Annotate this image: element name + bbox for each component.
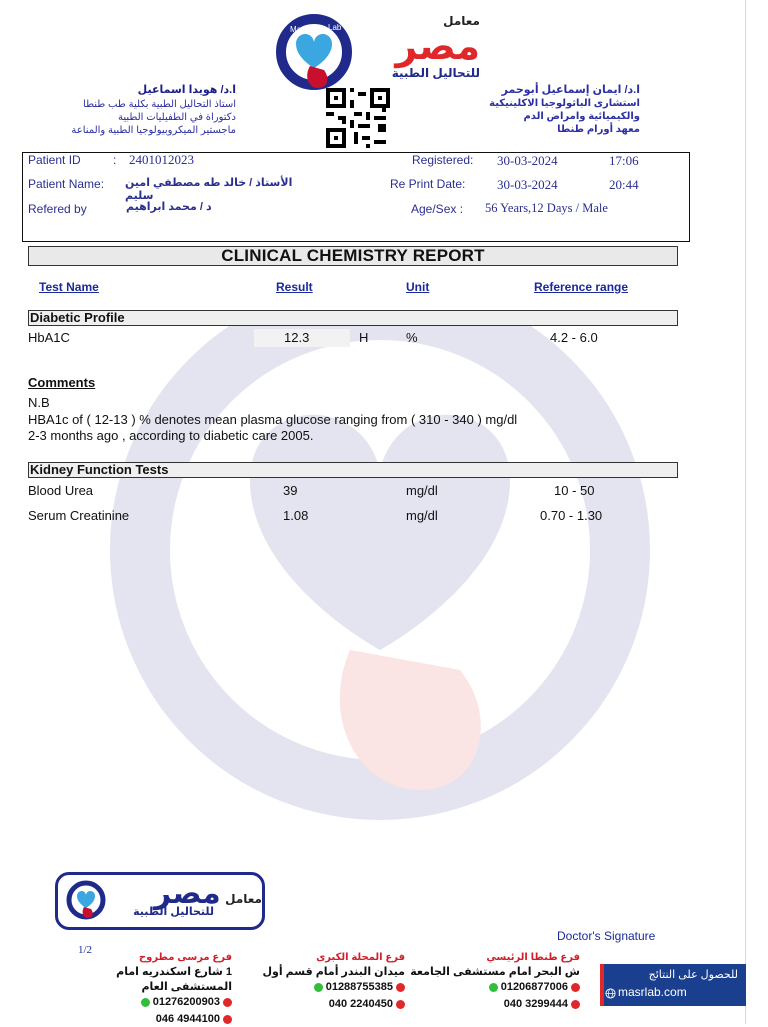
globe-icon (605, 988, 616, 999)
phone-icon (223, 1015, 232, 1024)
phone-icon (571, 1000, 580, 1009)
branch-2-title: فرع المحلة الكبرى (316, 952, 405, 963)
test-creatinine-name: Serum Creatinine (28, 508, 130, 523)
branch-2-address: ميدان البندر أمام قسم أول (262, 966, 405, 978)
doctor-left-name: ا.د/ هويدا اسماعيل (137, 84, 236, 96)
test-hba1c-unit: % (406, 330, 418, 345)
footer-logo-icon (64, 880, 110, 924)
page-number: 1/2 (78, 944, 93, 956)
doctor-right-line-1: استشارى الباثولوجيا الاكلينيكية (489, 98, 640, 109)
test-urea-result: 39 (283, 483, 298, 498)
referred-by-value: د / محمد ابراهيم (126, 201, 212, 213)
age-sex-value: 56 Years,12 Days / Male (485, 201, 608, 215)
branch-tanta-main (400, 950, 580, 1012)
branch-3-title: فرع طنطا الرئيسي (486, 952, 580, 963)
comment-line-2: HBA1c of ( 12-13 ) % denotes mean plasma glucose ranging from ( 310 - 340 ) mg/dl (28, 411, 518, 427)
logo-text-masr: Masr (290, 25, 308, 34)
registered-time: 17:06 (609, 153, 639, 168)
branch-2-phone: 040 2240450 (328, 998, 393, 1010)
col-test-name: Test Name (39, 280, 99, 294)
footer-brand-big: مصر (153, 877, 221, 910)
website-link[interactable]: masrlab.com (618, 985, 687, 999)
comments-title: Comments (28, 375, 96, 390)
doctor-left-line-3: ماجستير الميكروبيولوجيا الطبية والمناعة (71, 125, 236, 136)
section-kidney-function: Kidney Function Tests (28, 462, 678, 478)
section-diabetic-profile: Diabetic Profile (28, 310, 678, 326)
logo-text-lab: Lab (328, 23, 342, 32)
doctor-right-name: ا.د/ ايمان إسماعيل أبوحمر (501, 84, 640, 96)
doctor-right-block (440, 84, 640, 136)
reprint-label: Re Print Date: (390, 177, 466, 191)
patient-id-value: 2401012023 (129, 152, 194, 167)
results-text: للحصول على النتائج (648, 969, 738, 981)
footer-brand (114, 876, 262, 918)
reprint-date: 30-03-2024 (497, 177, 558, 192)
col-unit: Unit (406, 280, 430, 294)
report-title: CLINICAL CHEMISTRY REPORT (28, 246, 678, 266)
colon-1: : (113, 153, 117, 167)
footer-brand-small: معامل (225, 892, 262, 906)
branch-1-address: 1 شارع اسكندريه امام المستشفى العام (116, 966, 232, 993)
test-hba1c-result: 12.3 (284, 330, 310, 345)
test-urea-unit: mg/dl (406, 483, 438, 498)
patient-id-label: Patient ID (28, 153, 81, 167)
branch-3-mobile: 01206877006 (500, 981, 568, 993)
test-creatinine-unit: mg/dl (406, 508, 438, 523)
mobile-icon (571, 983, 580, 992)
patient-name-label: Patient Name: (28, 177, 105, 191)
footer-brand-sub: للتحاليل الطبية (133, 906, 214, 918)
patient-info-box (22, 152, 690, 242)
doctor-right-line-3: معهد أورام طنطا (557, 124, 640, 135)
brand-sub: للتحاليل الطبية (391, 66, 480, 80)
col-result: Result (276, 280, 313, 294)
branch-3-phone: 040 3299444 (503, 998, 568, 1010)
test-creatinine-ref: 0.70 - 1.30 (540, 508, 603, 523)
whatsapp-icon (314, 983, 323, 992)
test-urea-ref: 10 - 50 (554, 483, 595, 498)
branch-1-phone: 046 4944100 (155, 1013, 220, 1025)
referred-by-label: Refered by (28, 202, 87, 216)
branch-2-mobile: 01288755385 (325, 981, 393, 993)
age-sex-label: Age/Sex : (411, 202, 464, 216)
qr-code (326, 88, 390, 148)
test-urea-name: Blood Urea (28, 483, 94, 498)
test-creatinine-result: 1.08 (283, 508, 309, 523)
doctor-left-block (36, 84, 236, 137)
brand-small: معامل (443, 14, 480, 28)
branch-1-mobile: 01276200903 (152, 996, 220, 1008)
branch-mahalla (225, 950, 405, 1012)
doctor-right-line-2: والكيميائية وامراض الدم (523, 111, 640, 122)
doctor-signature-label: Doctor's Signature (557, 929, 656, 943)
comment-line-3: 2-3 months ago , according to diabetic care 2005. (28, 428, 314, 443)
lab-logo-icon (272, 14, 372, 98)
comment-line-1: N.B (28, 395, 50, 410)
results-box-accent (600, 964, 604, 1006)
test-hba1c-flag: H (359, 330, 369, 345)
branch-1-title: فرع مرسى مطروح (138, 952, 232, 963)
col-reference-range: Reference range (534, 280, 629, 294)
registered-label: Registered: (412, 153, 474, 167)
brand-big: مصر (395, 26, 480, 68)
whatsapp-icon (141, 998, 150, 1007)
patient-name-value: الأستاذ / خالد طه مصطفي امين سليم (125, 177, 293, 202)
branch-marsa-matrouh (52, 950, 232, 1027)
doctor-left-line-2: دكتوراة في الطفيليات الطبية (117, 112, 236, 123)
whatsapp-icon (489, 983, 498, 992)
results-website-box (600, 964, 746, 1006)
reprint-time: 20:44 (609, 177, 639, 192)
page-edge-line (745, 0, 746, 1024)
branch-3-address: ش البحر امام مستشفى الجامعة (410, 966, 580, 978)
comments-body (28, 395, 517, 445)
registered-date: 30-03-2024 (497, 153, 558, 168)
test-hba1c-ref: 4.2 - 6.0 (550, 330, 598, 345)
brand-name-block (370, 14, 480, 80)
doctor-left-line-1: استاذ التحاليل الطبية بكلية طب طنطا (83, 99, 236, 110)
test-hba1c-name: HbA1C (28, 330, 70, 345)
